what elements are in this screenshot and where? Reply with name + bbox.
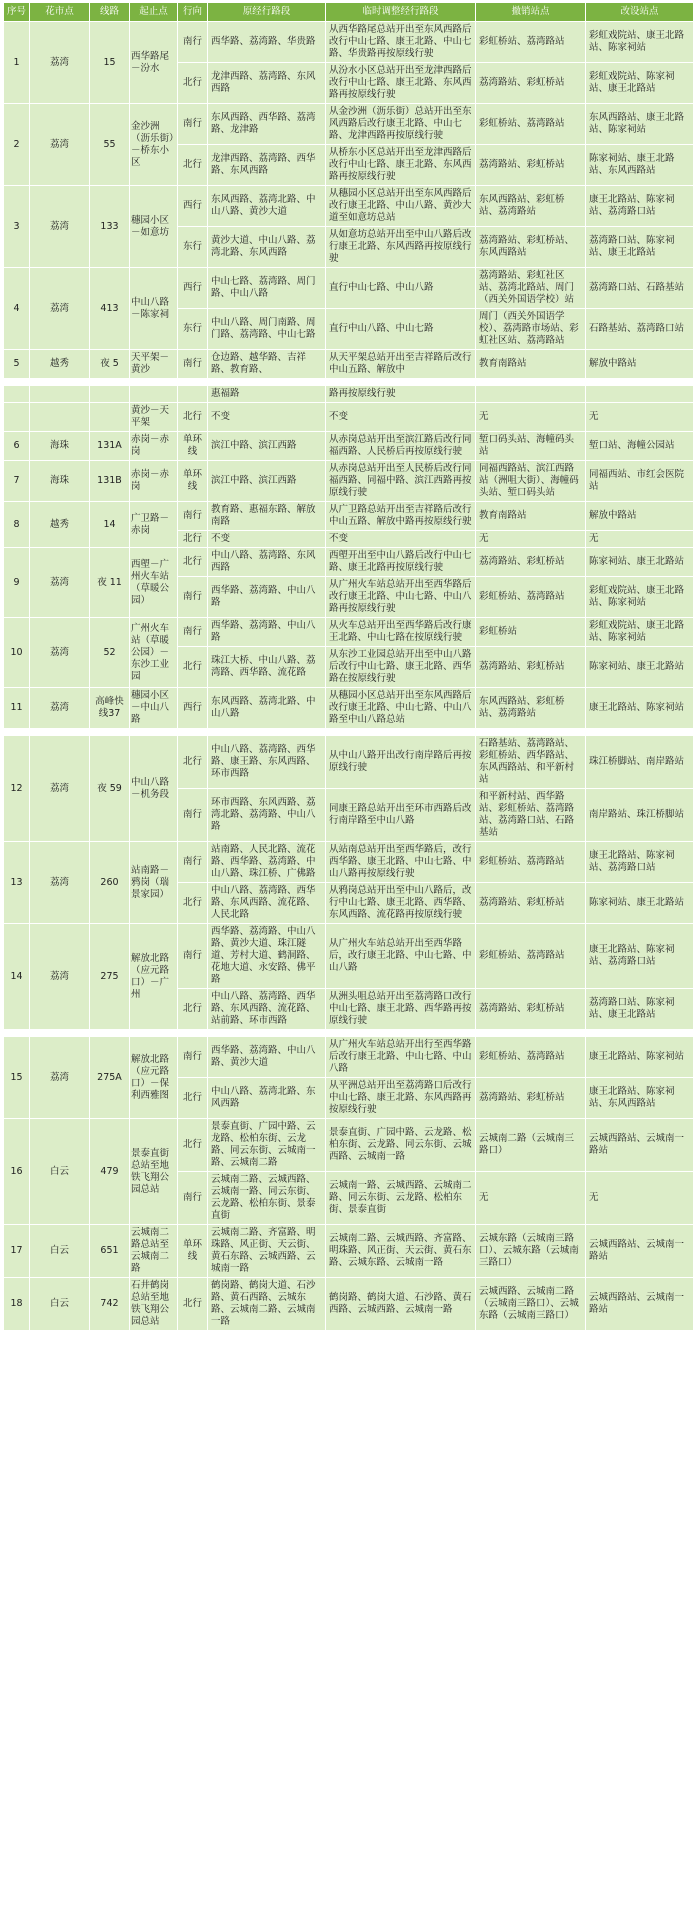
route-row xyxy=(4,186,694,227)
direction: 北行 xyxy=(178,989,208,1030)
bus-line: 52 xyxy=(90,618,130,688)
cancelled-stops: 云城东路（云城南三路口）、云城东路（云城南三路口） xyxy=(476,1225,586,1278)
direction: 北行 xyxy=(178,403,208,432)
added-stops: 珠江桥脚站、南岸路站 xyxy=(586,736,694,789)
route-table xyxy=(3,735,694,1030)
route-termini: 云城南二路总站至云城南二路 xyxy=(130,1225,178,1278)
direction xyxy=(178,386,208,403)
temporary-route: 路再按原线行驶 xyxy=(326,386,476,403)
original-route: 云城南二路、云城西路、云城南一路、同云东街、云龙路、松柏东街、景泰直街 xyxy=(208,1172,326,1225)
temporary-route: 从广州火车站总站开出至西华路后，改行康王北路、中山七路、中山八路 xyxy=(326,924,476,989)
cancelled-stops: 荔湾路站、彩虹桥站 xyxy=(476,548,586,577)
route-number: 10 xyxy=(4,618,30,688)
added-stops: 彩虹戏院站、陈家祠站、康王北路站 xyxy=(586,63,694,104)
temporary-route: 云城南二路、云城西路、齐富路、明珠路、风正街、天云街、黄石东路、云城东路、云城南一路 xyxy=(326,1225,476,1278)
flower-market-district: 荔湾 xyxy=(30,268,90,350)
direction: 单环线 xyxy=(178,1225,208,1278)
temporary-route: 从穗园小区总站开出至东风西路后改行康王北路、中山七路、中山八路至中山八路总站 xyxy=(326,688,476,729)
cancelled-stops: 堑口码头站、海幢码头站 xyxy=(476,432,586,461)
bus-line: 55 xyxy=(90,104,130,186)
cancelled-stops: 云城南二路（云城南三路口） xyxy=(476,1119,586,1172)
temporary-route: 鹤岗路、鹤岗大道、石沙路、黄石西路、云城西路、云城南一路 xyxy=(326,1278,476,1331)
original-route: 西华路、荔湾路、中山八路、黄沙大道、珠江隧道、芳村大道、鹤洞路、花地大道、永安路、佛平路 xyxy=(208,924,326,989)
direction: 西行 xyxy=(178,688,208,729)
flower-market-district: 荔湾 xyxy=(30,186,90,268)
original-route: 东风西路、荔湾北路、中山八路、黄沙大道 xyxy=(208,186,326,227)
bus-line: 275 xyxy=(90,924,130,1030)
added-stops: 彩虹戏院站、康王北路站、陈家祠站 xyxy=(586,618,694,647)
flower-market-district: 越秀 xyxy=(30,350,90,379)
flower-market-district: 越秀 xyxy=(30,502,90,548)
temporary-route: 直行中山七路、中山八路 xyxy=(326,268,476,309)
flower-market-district: 荔湾 xyxy=(30,736,90,842)
cancelled-stops: 无 xyxy=(476,403,586,432)
added-stops: 荔湾路口站、陈家祠站、康王北路站 xyxy=(586,227,694,268)
bus-line: 260 xyxy=(90,842,130,924)
route-row xyxy=(4,350,694,379)
temporary-route: 从广州火车站总站开出行至西华路后改行康王北路、中山七路、中山八路 xyxy=(326,1037,476,1078)
original-route: 中山八路、周门南路、周门路、荔湾路、中山七路 xyxy=(208,309,326,350)
added-stops: 无 xyxy=(586,531,694,548)
cancelled-stops: 周门（西关外国语学校）、荔湾路市场站、彩虹社区站、荔湾路站 xyxy=(476,309,586,350)
cancelled-stops: 荔湾路站、彩虹桥站 xyxy=(476,989,586,1030)
added-stops xyxy=(586,386,694,403)
bus-line: 夜 5 xyxy=(90,350,130,379)
original-route: 鹤岗路、鹤岗大道、石沙路、黄石西路、云城东路、云城南二路、云城南一路 xyxy=(208,1278,326,1331)
direction: 南行 xyxy=(178,789,208,842)
route-number xyxy=(4,386,30,403)
original-route: 东风西路、西华路、荔湾路、龙津路 xyxy=(208,104,326,145)
added-stops: 康王北路站、陈家祠站、荔湾路口站 xyxy=(586,842,694,883)
route-row xyxy=(4,104,694,145)
bus-line xyxy=(90,403,130,432)
original-route: 西华路、荔湾路、中山八路、黄沙大道 xyxy=(208,1037,326,1078)
temporary-route: 从桥东小区总站开出至龙津西路后改行中山七路、康王北路、东风西路再按原线行驶 xyxy=(326,145,476,186)
route-row xyxy=(4,842,694,883)
original-route: 不变 xyxy=(208,403,326,432)
cancelled-stops: 彩虹桥站、荔湾路站 xyxy=(476,1037,586,1078)
original-route: 中山八路、荔湾北路、东风西路 xyxy=(208,1078,326,1119)
cancelled-stops: 教育南路站 xyxy=(476,350,586,379)
route-termini: 解放北路（应元路口）－保利西雅图 xyxy=(130,1037,178,1119)
temporary-route: 从西华路尾总站开出至东风西路后改行中山七路、康王北路、中山七路、华贵路再按原线行驶 xyxy=(326,22,476,63)
original-route: 中山八路、荔湾路、东风西路 xyxy=(208,548,326,577)
direction: 东行 xyxy=(178,227,208,268)
route-number: 16 xyxy=(4,1119,30,1225)
route-termini: 穗园小区－中山八路 xyxy=(130,688,178,729)
direction: 单环线 xyxy=(178,461,208,502)
cancelled-stops: 东风西路站、彩虹桥站、荔湾路站 xyxy=(476,688,586,729)
temporary-route: 从天平架总站开出至吉祥路后改行中山五路、解放中 xyxy=(326,350,476,379)
route-number: 9 xyxy=(4,548,30,618)
route-row xyxy=(4,1037,694,1078)
cancelled-stops: 无 xyxy=(476,1172,586,1225)
column-header: 原经行路段 xyxy=(208,3,326,22)
flower-market-district: 荔湾 xyxy=(30,22,90,104)
route-termini: 西塱－广州火车站（草暖公园） xyxy=(130,548,178,618)
column-header: 改设站点 xyxy=(586,3,694,22)
route-row xyxy=(4,736,694,789)
flower-market-district: 白云 xyxy=(30,1225,90,1278)
original-route: 滨江中路、滨江西路 xyxy=(208,461,326,502)
added-stops: 云城西路站、云城南一路站 xyxy=(586,1225,694,1278)
flower-market-district: 荔湾 xyxy=(30,548,90,618)
original-route: 珠江大桥、中山八路、荔湾路、西华路、流花路 xyxy=(208,647,326,688)
temporary-route: 景泰直街、广园中路、云龙路、松柏东街、云龙路、同云东街、云城西路、云城南一路 xyxy=(326,1119,476,1172)
added-stops: 康王北路站、陈家祠站 xyxy=(586,1037,694,1078)
temporary-route: 西塱开出至中山八路后改行中山七路、康王北路再按原线行驶 xyxy=(326,548,476,577)
direction: 南行 xyxy=(178,618,208,647)
route-number: 18 xyxy=(4,1278,30,1331)
flower-market-district: 荔湾 xyxy=(30,924,90,1030)
original-route: 中山七路、荔湾路、周门路、中山八路 xyxy=(208,268,326,309)
original-route: 站南路、人民北路、流花路、西华路、荔湾路、中山八路、珠江桥、广佛路 xyxy=(208,842,326,883)
direction: 西行 xyxy=(178,268,208,309)
direction: 北行 xyxy=(178,1078,208,1119)
added-stops: 彩虹戏院站、康王北路站、陈家祠站 xyxy=(586,22,694,63)
direction: 南行 xyxy=(178,350,208,379)
direction: 单环线 xyxy=(178,432,208,461)
bus-line: 133 xyxy=(90,186,130,268)
flower-market-district xyxy=(30,403,90,432)
column-header: 临时调整经行路段 xyxy=(326,3,476,22)
direction: 南行 xyxy=(178,22,208,63)
temporary-route: 从洲头咀总站开出至荔湾路口改行中山七路、康王北路、西华路再按原线行驶 xyxy=(326,989,476,1030)
direction: 北行 xyxy=(178,883,208,924)
bus-line: 夜 59 xyxy=(90,736,130,842)
added-stops: 彩虹戏院站、康王北路站、陈家祠站 xyxy=(586,577,694,618)
bus-line: 651 xyxy=(90,1225,130,1278)
flower-market-district: 海珠 xyxy=(30,432,90,461)
direction: 南行 xyxy=(178,1172,208,1225)
route-table xyxy=(3,1036,694,1331)
route-number: 1 xyxy=(4,22,30,104)
column-header: 线路 xyxy=(90,3,130,22)
cancelled-stops: 彩虹桥站、荔湾路站 xyxy=(476,842,586,883)
temporary-route: 从广州火车站总站开出至西华路后改行康王北路、中山七路、中山八路再按原线行驶 xyxy=(326,577,476,618)
cancelled-stops: 东风西路站、彩虹桥站、荔湾路站 xyxy=(476,186,586,227)
original-route: 不变 xyxy=(208,531,326,548)
route-termini: 中山八路－机务段 xyxy=(130,736,178,842)
added-stops: 石路基站、荔湾路口站 xyxy=(586,309,694,350)
route-termini: 景泰直街总站至地铁飞翔公园总站 xyxy=(130,1119,178,1225)
bus-line: 479 xyxy=(90,1119,130,1225)
direction: 南行 xyxy=(178,104,208,145)
route-number: 3 xyxy=(4,186,30,268)
flower-market-district: 荔湾 xyxy=(30,688,90,729)
bus-line: 275A xyxy=(90,1037,130,1119)
header-row xyxy=(4,3,694,22)
direction: 北行 xyxy=(178,531,208,548)
direction: 南行 xyxy=(178,924,208,989)
route-termini: 赤岗－赤岗 xyxy=(130,461,178,502)
temporary-route: 从金沙洲（沥乐街）总站开出至东风西路后改行康王北路、中山七路、龙津西路再按原线行驶 xyxy=(326,104,476,145)
cancelled-stops: 荔湾路站、彩虹桥站 xyxy=(476,145,586,186)
route-number: 4 xyxy=(4,268,30,350)
route-termini: 西华路尾－汾水 xyxy=(130,22,178,104)
added-stops: 陈家祠站、康王北路站 xyxy=(586,548,694,577)
cancelled-stops: 彩虹桥站、荔湾路站 xyxy=(476,924,586,989)
added-stops: 陈家祠站、康王北路站、东风西路站 xyxy=(586,145,694,186)
direction: 北行 xyxy=(178,647,208,688)
original-route: 西华路、荔湾路、华贵路 xyxy=(208,22,326,63)
cancelled-stops: 彩虹桥站、荔湾路站 xyxy=(476,104,586,145)
route-number: 5 xyxy=(4,350,30,379)
temporary-route: 从平洲总站开出至荔湾路口后改行中山七路、康王北路、东风西路再按原线行驶 xyxy=(326,1078,476,1119)
direction: 南行 xyxy=(178,842,208,883)
original-route: 仓边路、越华路、吉祥路、教育路、 xyxy=(208,350,326,379)
temporary-route: 从火车总站开出至西华路后改行康王北路、中山七路在按原线行驶 xyxy=(326,618,476,647)
added-stops: 东风西路站、康王北路站、陈家祠站 xyxy=(586,104,694,145)
route-row xyxy=(4,1119,694,1172)
flower-market-district: 荔湾 xyxy=(30,1037,90,1119)
original-route: 滨江中路、滨江西路 xyxy=(208,432,326,461)
direction: 东行 xyxy=(178,309,208,350)
route-row xyxy=(4,432,694,461)
route-table xyxy=(3,385,694,729)
temporary-route: 不变 xyxy=(326,403,476,432)
bus-line: 131B xyxy=(90,461,130,502)
temporary-route: 从赤岗总站开出至滨江路后改行同福西路、人民桥后再按原线行驶 xyxy=(326,432,476,461)
added-stops: 云城西路站、云城南一路站 xyxy=(586,1278,694,1331)
temporary-route: 从中山八路开出改行南岸路后再按原线行驶 xyxy=(326,736,476,789)
temporary-route: 从站南总站开出至西华路后，改行西华路、康王北路、中山七路、中山八路再按原线行驶 xyxy=(326,842,476,883)
column-header: 序号 xyxy=(4,3,30,22)
route-termini: 广卫路－赤岗 xyxy=(130,502,178,548)
column-header: 撤销站点 xyxy=(476,3,586,22)
temporary-route: 从穗园小区总站开出至东风西路后改行康王北路、中山八路、黄沙大道至如意坊总站 xyxy=(326,186,476,227)
route-termini: 金沙洲（沥乐街）－桥东小区 xyxy=(130,104,178,186)
flower-market-district: 白云 xyxy=(30,1119,90,1225)
temporary-route: 从赤岗总站开出至人民桥后改行同福西路、同福中路、滨江西路再按原线行驶 xyxy=(326,461,476,502)
cancelled-stops: 无 xyxy=(476,531,586,548)
route-row xyxy=(4,1278,694,1331)
original-route: 环市西路、东风西路、荔湾北路、荔湾路、中山八路 xyxy=(208,789,326,842)
route-termini: 石井鹤岗总站至地铁飞翔公园总站 xyxy=(130,1278,178,1331)
route-number xyxy=(4,403,30,432)
temporary-route: 直行中山八路、中山七路 xyxy=(326,309,476,350)
added-stops: 解放中路站 xyxy=(586,502,694,531)
bus-line: 夜 11 xyxy=(90,548,130,618)
route-row xyxy=(4,548,694,577)
flower-market-district: 荔湾 xyxy=(30,842,90,924)
route-row xyxy=(4,403,694,432)
bus-line: 14 xyxy=(90,502,130,548)
cancelled-stops: 教育南路站 xyxy=(476,502,586,531)
original-route: 中山八路、荔湾路、西华路、东风西路、流花路、人民北路 xyxy=(208,883,326,924)
cancelled-stops: 荔湾路站、彩虹桥站、东风西路站 xyxy=(476,227,586,268)
route-number: 13 xyxy=(4,842,30,924)
added-stops: 康王北路站、陈家祠站、荔湾路口站 xyxy=(586,924,694,989)
cancelled-stops: 石路基站、荔湾路站、彩虹桥站、西华路站、东风西路站、和平新村站 xyxy=(476,736,586,789)
original-route: 教育路、惠福东路、解放南路 xyxy=(208,502,326,531)
added-stops: 云城西路站、云城南一路站 xyxy=(586,1119,694,1172)
added-stops: 荔湾路口站、陈家祠站、康王北路站 xyxy=(586,989,694,1030)
direction: 南行 xyxy=(178,502,208,531)
added-stops: 康王北路站、陈家祠站、东风西路站 xyxy=(586,1078,694,1119)
route-number: 7 xyxy=(4,461,30,502)
added-stops: 陈家祠站、康王北路站 xyxy=(586,647,694,688)
cancelled-stops: 和平新村站、西华路站、彩虹桥站、荔湾路站、荔湾路口站、石路基站 xyxy=(476,789,586,842)
bus-line xyxy=(90,386,130,403)
cancelled-stops: 彩虹桥站、荔湾路站 xyxy=(476,22,586,63)
bus-line: 742 xyxy=(90,1278,130,1331)
cancelled-stops: 荔湾路站、彩虹桥站 xyxy=(476,647,586,688)
original-route: 中山八路、荔湾路、西华路、东风西路、流花路、站前路、环市西路 xyxy=(208,989,326,1030)
original-route: 龙津西路、荔湾路、西华路、东风西路 xyxy=(208,145,326,186)
direction: 北行 xyxy=(178,63,208,104)
original-route: 云城南二路、齐富路、明珠路、风正街、天云街、黄石东路、云城西路、云城南一路 xyxy=(208,1225,326,1278)
added-stops: 康王北路站、陈家祠站、荔湾路口站 xyxy=(586,186,694,227)
temporary-route: 同康王路总站开出至环市西路后改行南岸路至中山八路 xyxy=(326,789,476,842)
cancelled-stops: 云城西路、云城南二路（云城南三路口）、云城东路（云城南三路口） xyxy=(476,1278,586,1331)
added-stops: 康王北路站、陈家祠站 xyxy=(586,688,694,729)
route-row xyxy=(4,924,694,989)
cancelled-stops xyxy=(476,386,586,403)
route-number: 8 xyxy=(4,502,30,548)
route-termini: 天平架－黄沙 xyxy=(130,350,178,379)
flower-market-district: 荔湾 xyxy=(30,104,90,186)
bus-route-tables xyxy=(0,2,697,1331)
original-route: 景泰直街、广园中路、云龙路、松柏东街、云龙路、同云东街、云城南一路、云城南二路 xyxy=(208,1119,326,1172)
original-route: 西华路、荔湾路、中山八路 xyxy=(208,618,326,647)
route-row xyxy=(4,618,694,647)
cancelled-stops: 彩虹桥站 xyxy=(476,618,586,647)
direction: 西行 xyxy=(178,186,208,227)
direction: 北行 xyxy=(178,1278,208,1331)
route-number: 12 xyxy=(4,736,30,842)
cancelled-stops: 彩虹桥站、荔湾路站 xyxy=(476,577,586,618)
flower-market-district: 白云 xyxy=(30,1278,90,1331)
route-row xyxy=(4,22,694,63)
original-route: 黄沙大道、中山八路、荔湾北路、东风西路 xyxy=(208,227,326,268)
route-row xyxy=(4,461,694,502)
added-stops: 南岸路站、珠江桥脚站 xyxy=(586,789,694,842)
original-route: 西华路、荔湾路、中山八路 xyxy=(208,577,326,618)
route-table xyxy=(3,2,694,379)
cancelled-stops: 同福西路站、滨江西路站（洲咀大街）、海幢码头站、堑口码头站 xyxy=(476,461,586,502)
direction: 南行 xyxy=(178,577,208,618)
route-termini: 中山八路－陈家祠 xyxy=(130,268,178,350)
column-header: 行向 xyxy=(178,3,208,22)
route-number: 11 xyxy=(4,688,30,729)
added-stops: 陈家祠站、康王北路站 xyxy=(586,883,694,924)
added-stops: 荔湾路口站、石路基站 xyxy=(586,268,694,309)
cancelled-stops: 荔湾路站、彩虹桥站 xyxy=(476,63,586,104)
flower-market-district xyxy=(30,386,90,403)
temporary-route: 从鸦岗总站开出至中山八路后，改行中山七路、康王北路、西华路、东风西路、流花路再按原线行驶 xyxy=(326,883,476,924)
bus-line: 15 xyxy=(90,22,130,104)
flower-market-district: 海珠 xyxy=(30,461,90,502)
direction: 北行 xyxy=(178,145,208,186)
route-number: 14 xyxy=(4,924,30,1030)
route-number: 15 xyxy=(4,1037,30,1119)
original-route: 东风西路、荔湾北路、中山八路 xyxy=(208,688,326,729)
route-number: 6 xyxy=(4,432,30,461)
cancelled-stops: 荔湾路站、彩虹社区站、荔湾北路站、周门（西关外国语学校）站 xyxy=(476,268,586,309)
direction: 南行 xyxy=(178,1037,208,1078)
direction: 北行 xyxy=(178,548,208,577)
added-stops: 堑口站、海幢公园站 xyxy=(586,432,694,461)
route-row xyxy=(4,502,694,531)
route-row xyxy=(4,1225,694,1278)
original-route: 龙津西路、荔湾路、东风西路 xyxy=(208,63,326,104)
added-stops: 同福西站、市红会医院站 xyxy=(586,461,694,502)
added-stops: 无 xyxy=(586,403,694,432)
route-termini: 穗园小区－如意坊 xyxy=(130,186,178,268)
route-row xyxy=(4,688,694,729)
temporary-route: 不变 xyxy=(326,531,476,548)
route-termini: 解放北路（应元路口）－广州 xyxy=(130,924,178,1030)
cancelled-stops: 荔湾路站、彩虹桥站 xyxy=(476,883,586,924)
bus-line: 413 xyxy=(90,268,130,350)
bus-line: 131A xyxy=(90,432,130,461)
route-termini: 赤岗－赤岗 xyxy=(130,432,178,461)
flower-market-district: 荔湾 xyxy=(30,618,90,688)
temporary-route: 云城南一路、云城西路、云城南二路、同云东街、云龙路、松柏东街、景泰直街 xyxy=(326,1172,476,1225)
route-number: 17 xyxy=(4,1225,30,1278)
temporary-route: 从广卫路总站开出至吉祥路后改行中山五路、解放中路再按原线行驶 xyxy=(326,502,476,531)
route-termini: 站南路－鸦岗（瑞景家园） xyxy=(130,842,178,924)
original-route: 中山八路、荔湾路、西华路、康王路、东风西路、环市西路 xyxy=(208,736,326,789)
added-stops: 无 xyxy=(586,1172,694,1225)
bus-line: 高峰快线37 xyxy=(90,688,130,729)
temporary-route: 从汾水小区总站开出至龙津西路后改行中山七路、康王北路、东风西路再按原线行驶 xyxy=(326,63,476,104)
temporary-route: 从如意坊总站开出至中山八路后改行康王北路、东风西路再按原线行驶 xyxy=(326,227,476,268)
direction: 北行 xyxy=(178,736,208,789)
column-header: 花市点 xyxy=(30,3,90,22)
temporary-route: 从东沙工业园总站开出至中山八路后改行中山七路、康王北路、西华路在按原线行驶 xyxy=(326,647,476,688)
route-row xyxy=(4,268,694,309)
route-row xyxy=(4,386,694,403)
added-stops: 解放中路站 xyxy=(586,350,694,379)
column-header: 起止点 xyxy=(130,3,178,22)
cancelled-stops: 荔湾路站、彩虹桥站 xyxy=(476,1078,586,1119)
route-termini: 黄沙－天平架 xyxy=(130,403,178,432)
direction: 北行 xyxy=(178,1119,208,1172)
original-route: 惠福路 xyxy=(208,386,326,403)
route-number: 2 xyxy=(4,104,30,186)
route-termini xyxy=(130,386,178,403)
route-termini: 广州火车站（草暖公园）－东沙工业园 xyxy=(130,618,178,688)
